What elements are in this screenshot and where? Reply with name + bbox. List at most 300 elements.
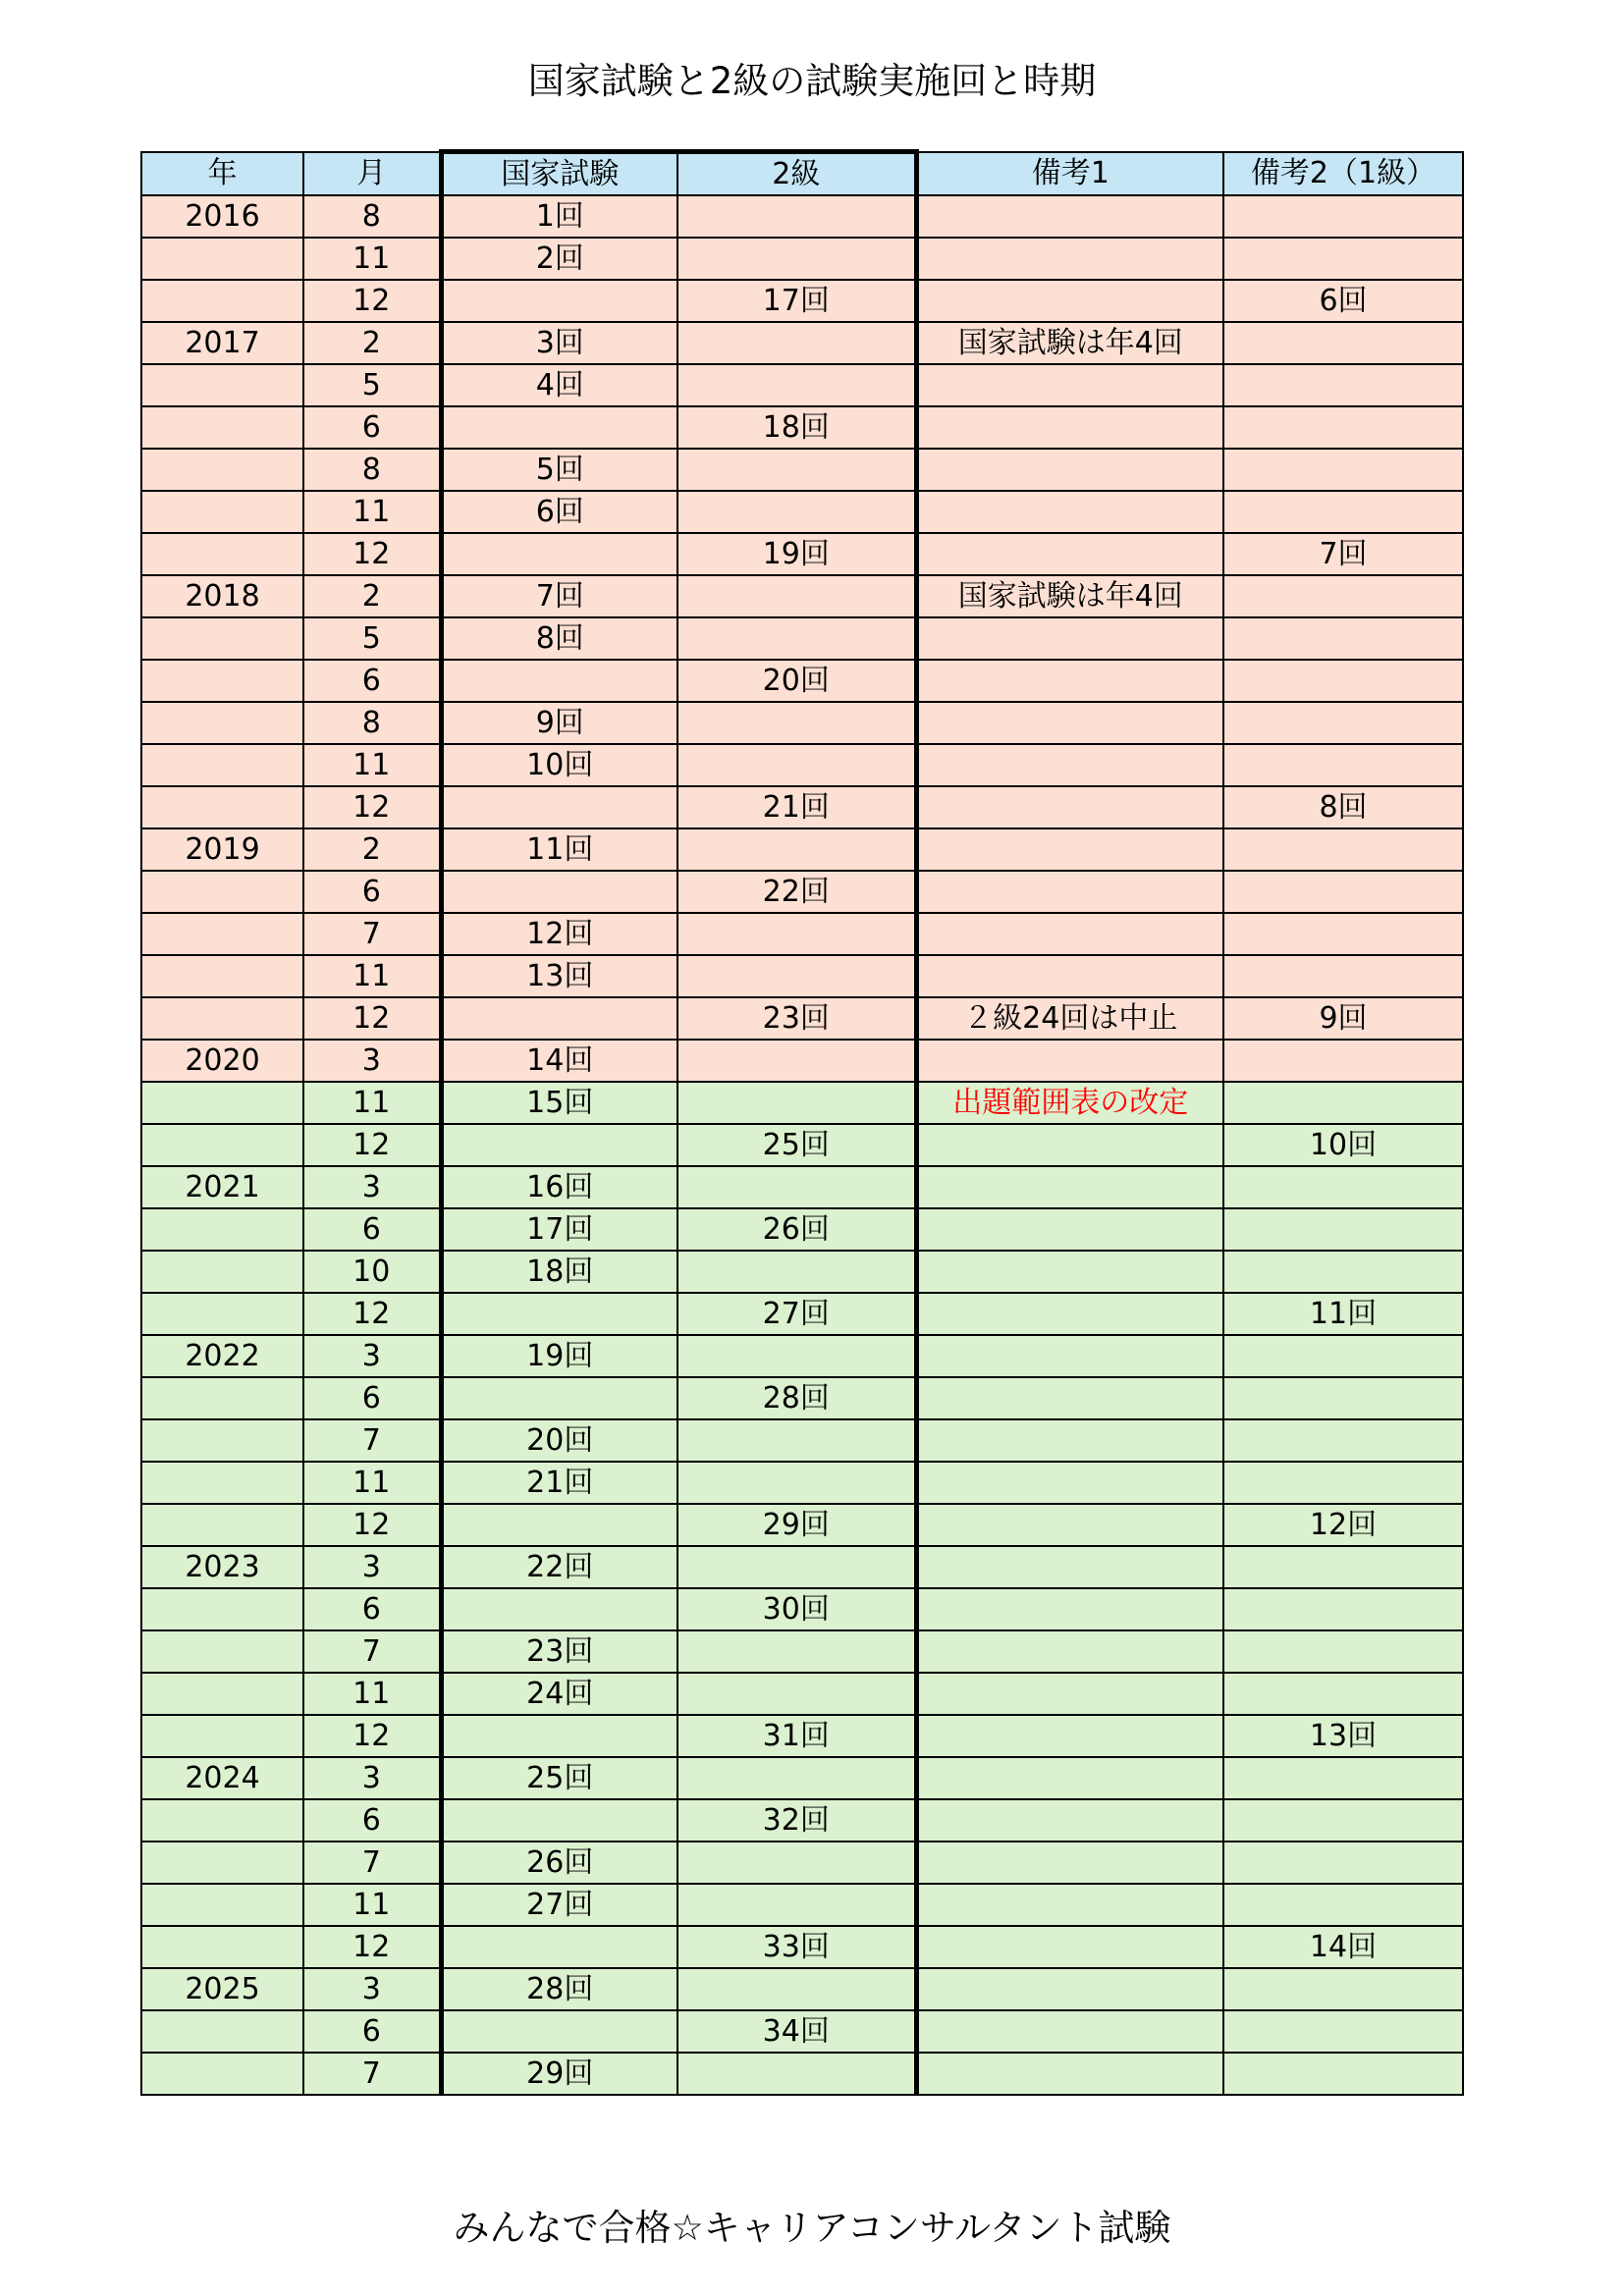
cell-note1: [916, 195, 1223, 238]
cell-grade2-exam: [677, 1040, 916, 1082]
cell-month: 12: [303, 997, 441, 1040]
cell-note1: [916, 1546, 1223, 1588]
cell-note2: 14回: [1223, 1926, 1463, 1968]
cell-year: [141, 280, 303, 322]
table-row: [141, 744, 1463, 786]
cell-national-exam: 21回: [441, 1462, 677, 1504]
cell-note2: [1223, 871, 1463, 913]
cell-note2: [1223, 1842, 1463, 1884]
cell-note2: 10回: [1223, 1124, 1463, 1166]
cell-month: 12: [303, 280, 441, 322]
table-row: [141, 617, 1463, 660]
cell-year: [141, 955, 303, 997]
cell-grade2-exam: [677, 449, 916, 491]
cell-national-exam: 20回: [441, 1419, 677, 1462]
cell-national-exam: [441, 786, 677, 828]
cell-note1: [916, 364, 1223, 406]
cell-note2: [1223, 1757, 1463, 1799]
cell-month: 7: [303, 2053, 441, 2095]
cell-note1: [916, 2010, 1223, 2053]
cell-national-exam: [441, 660, 677, 702]
cell-month: 6: [303, 1799, 441, 1842]
cell-year: [141, 871, 303, 913]
cell-month: 3: [303, 1040, 441, 1082]
cell-year: [141, 1799, 303, 1842]
table-row: [141, 533, 1463, 575]
cell-national-exam: 8回: [441, 617, 677, 660]
cell-national-exam: 23回: [441, 1630, 677, 1673]
cell-month: 3: [303, 1757, 441, 1799]
cell-national-exam: [441, 1377, 677, 1419]
table-row: [141, 1588, 1463, 1630]
cell-national-exam: [441, 1124, 677, 1166]
cell-year: [141, 1124, 303, 1166]
cell-note2: [1223, 1588, 1463, 1630]
cell-month: 12: [303, 1504, 441, 1546]
cell-national-exam: 11回: [441, 828, 677, 871]
cell-grade2-exam: [677, 238, 916, 280]
table-row: [141, 575, 1463, 617]
cell-month: 5: [303, 364, 441, 406]
table-row: [141, 1208, 1463, 1251]
cell-month: 2: [303, 322, 441, 364]
cell-note1: [916, 1377, 1223, 1419]
cell-year: [141, 997, 303, 1040]
cell-grade2-exam: [677, 1166, 916, 1208]
cell-year: 2018: [141, 575, 303, 617]
table-row: [141, 1124, 1463, 1166]
cell-note1: [916, 1842, 1223, 1884]
cell-year: [141, 1082, 303, 1124]
cell-national-exam: 5回: [441, 449, 677, 491]
cell-month: 11: [303, 1673, 441, 1715]
table-row: [141, 491, 1463, 533]
cell-month: 12: [303, 1124, 441, 1166]
cell-note2: 12回: [1223, 1504, 1463, 1546]
cell-national-exam: 15回: [441, 1082, 677, 1124]
cell-grade2-exam: 19回: [677, 533, 916, 575]
cell-grade2-exam: [677, 575, 916, 617]
cell-national-exam: [441, 1293, 677, 1335]
table-row: [141, 955, 1463, 997]
cell-note1: [916, 660, 1223, 702]
header-year: 年: [141, 152, 303, 196]
table-row: [141, 828, 1463, 871]
cell-note2: [1223, 702, 1463, 744]
cell-national-exam: [441, 997, 677, 1040]
cell-year: [141, 1504, 303, 1546]
cell-month: 6: [303, 2010, 441, 2053]
cell-grade2-exam: [677, 1968, 916, 2010]
cell-national-exam: 18回: [441, 1251, 677, 1293]
table-row: [141, 2010, 1463, 2053]
cell-national-exam: 10回: [441, 744, 677, 786]
cell-month: 3: [303, 1968, 441, 2010]
cell-month: 11: [303, 744, 441, 786]
cell-grade2-exam: 31回: [677, 1715, 916, 1757]
table-row: [141, 1504, 1463, 1546]
cell-national-exam: 9回: [441, 702, 677, 744]
cell-note2: 11回: [1223, 1293, 1463, 1335]
cell-year: [141, 406, 303, 449]
cell-national-exam: 3回: [441, 322, 677, 364]
cell-grade2-exam: [677, 1419, 916, 1462]
cell-year: 2020: [141, 1040, 303, 1082]
table-row: [141, 660, 1463, 702]
cell-national-exam: 22回: [441, 1546, 677, 1588]
cell-month: 3: [303, 1335, 441, 1377]
cell-note1: [916, 1715, 1223, 1757]
cell-note2: [1223, 1546, 1463, 1588]
cell-note2: [1223, 449, 1463, 491]
cell-note1: [916, 1251, 1223, 1293]
cell-note1: [916, 280, 1223, 322]
cell-national-exam: 19回: [441, 1335, 677, 1377]
cell-grade2-exam: 21回: [677, 786, 916, 828]
cell-note1: [916, 1166, 1223, 1208]
cell-note2: [1223, 1208, 1463, 1251]
page-footer: みんなで合格☆キャリアコンサルタント試験: [453, 2207, 1171, 2249]
cell-note2: 9回: [1223, 997, 1463, 1040]
cell-note2: [1223, 1884, 1463, 1926]
table-row: [141, 1251, 1463, 1293]
cell-note1: ２級24回は中止: [916, 997, 1223, 1040]
cell-note2: [1223, 2053, 1463, 2095]
cell-month: 10: [303, 1251, 441, 1293]
cell-grade2-exam: 29回: [677, 1504, 916, 1546]
cell-year: [141, 1926, 303, 1968]
cell-national-exam: 28回: [441, 1968, 677, 2010]
cell-year: [141, 786, 303, 828]
cell-grade2-exam: 26回: [677, 1208, 916, 1251]
cell-national-exam: [441, 1715, 677, 1757]
cell-note2: [1223, 1251, 1463, 1293]
cell-note1: [916, 1630, 1223, 1673]
cell-year: [141, 702, 303, 744]
cell-note2: [1223, 1799, 1463, 1842]
cell-note2: [1223, 1630, 1463, 1673]
cell-month: 8: [303, 195, 441, 238]
cell-note2: [1223, 1419, 1463, 1462]
table-row: [141, 702, 1463, 744]
cell-note2: 7回: [1223, 533, 1463, 575]
cell-grade2-exam: [677, 1462, 916, 1504]
cell-note1: [916, 1799, 1223, 1842]
cell-national-exam: 7回: [441, 575, 677, 617]
cell-note1: [916, 786, 1223, 828]
cell-note1: [916, 828, 1223, 871]
table-row: [141, 322, 1463, 364]
cell-month: 7: [303, 1630, 441, 1673]
cell-national-exam: 13回: [441, 955, 677, 997]
cell-year: 2023: [141, 1546, 303, 1588]
cell-national-exam: [441, 280, 677, 322]
cell-national-exam: 24回: [441, 1673, 677, 1715]
cell-grade2-exam: 33回: [677, 1926, 916, 1968]
cell-year: [141, 1377, 303, 1419]
cell-national-exam: [441, 1799, 677, 1842]
cell-year: [141, 1630, 303, 1673]
cell-note1: [916, 871, 1223, 913]
table-row: [141, 1715, 1463, 1757]
cell-grade2-exam: 27回: [677, 1293, 916, 1335]
cell-note2: [1223, 660, 1463, 702]
cell-month: 3: [303, 1166, 441, 1208]
cell-national-exam: 12回: [441, 913, 677, 955]
cell-national-exam: 17回: [441, 1208, 677, 1251]
cell-note2: [1223, 1166, 1463, 1208]
cell-note1: [916, 1293, 1223, 1335]
table-row: [141, 1419, 1463, 1462]
cell-note1: 国家試験は年4回: [916, 575, 1223, 617]
cell-year: [141, 744, 303, 786]
cell-month: 12: [303, 1926, 441, 1968]
cell-note2: [1223, 828, 1463, 871]
cell-national-exam: [441, 1588, 677, 1630]
cell-grade2-exam: [677, 322, 916, 364]
cell-note1: [916, 1588, 1223, 1630]
table-row: [141, 1377, 1463, 1419]
cell-note2: [1223, 1335, 1463, 1377]
cell-year: [141, 2010, 303, 2053]
cell-note2: [1223, 913, 1463, 955]
cell-grade2-exam: [677, 1335, 916, 1377]
cell-month: 6: [303, 660, 441, 702]
cell-grade2-exam: [677, 1251, 916, 1293]
cell-national-exam: 4回: [441, 364, 677, 406]
cell-note2: [1223, 1968, 1463, 2010]
cell-year: [141, 1419, 303, 1462]
cell-note2: [1223, 406, 1463, 449]
cell-month: 7: [303, 913, 441, 955]
cell-note2: [1223, 1462, 1463, 1504]
cell-grade2-exam: [677, 1673, 916, 1715]
cell-month: 6: [303, 406, 441, 449]
cell-year: [141, 238, 303, 280]
cell-month: 11: [303, 491, 441, 533]
exam-schedule-table: [140, 149, 1464, 2096]
cell-month: 7: [303, 1419, 441, 1462]
table-row: [141, 1884, 1463, 1926]
cell-month: 11: [303, 1462, 441, 1504]
cell-note1: [916, 1419, 1223, 1462]
table-row: [141, 871, 1463, 913]
table-row: [141, 280, 1463, 322]
table-row: [141, 1546, 1463, 1588]
cell-grade2-exam: [677, 1082, 916, 1124]
header-national-exam: 国家試験: [441, 152, 677, 196]
table-row: [141, 1926, 1463, 1968]
cell-national-exam: 29回: [441, 2053, 677, 2095]
table-row: [141, 1040, 1463, 1082]
cell-note1: [916, 1335, 1223, 1377]
cell-grade2-exam: 18回: [677, 406, 916, 449]
cell-year: 2019: [141, 828, 303, 871]
cell-grade2-exam: [677, 702, 916, 744]
cell-year: [141, 1293, 303, 1335]
cell-note1: [916, 449, 1223, 491]
cell-year: 2017: [141, 322, 303, 364]
cell-note1: [916, 238, 1223, 280]
table-header: [141, 152, 1463, 196]
cell-month: 11: [303, 1884, 441, 1926]
table-row: [141, 1757, 1463, 1799]
cell-month: 12: [303, 1293, 441, 1335]
cell-grade2-exam: [677, 1842, 916, 1884]
table-row: [141, 913, 1463, 955]
cell-month: 12: [303, 1715, 441, 1757]
cell-grade2-exam: [677, 364, 916, 406]
cell-note2: [1223, 1377, 1463, 1419]
cell-month: 6: [303, 1588, 441, 1630]
cell-grade2-exam: [677, 828, 916, 871]
cell-month: 8: [303, 702, 441, 744]
cell-note2: [1223, 238, 1463, 280]
cell-grade2-exam: 30回: [677, 1588, 916, 1630]
cell-national-exam: 26回: [441, 1842, 677, 1884]
cell-note1: [916, 533, 1223, 575]
cell-month: 7: [303, 1842, 441, 1884]
cell-national-exam: 25回: [441, 1757, 677, 1799]
cell-year: [141, 1842, 303, 1884]
cell-note2: [1223, 744, 1463, 786]
cell-year: [141, 364, 303, 406]
table-row: [141, 786, 1463, 828]
cell-grade2-exam: [677, 491, 916, 533]
cell-month: 2: [303, 575, 441, 617]
cell-grade2-exam: [677, 744, 916, 786]
cell-grade2-exam: 25回: [677, 1124, 916, 1166]
cell-year: [141, 1673, 303, 1715]
cell-month: 3: [303, 1546, 441, 1588]
cell-year: [141, 1588, 303, 1630]
header-row: [141, 152, 1463, 196]
cell-note1: [916, 744, 1223, 786]
cell-year: [141, 1462, 303, 1504]
cell-year: 2021: [141, 1166, 303, 1208]
cell-year: [141, 1251, 303, 1293]
cell-note1: [916, 491, 1223, 533]
cell-year: [141, 491, 303, 533]
table-row: [141, 238, 1463, 280]
cell-year: 2025: [141, 1968, 303, 2010]
cell-grade2-exam: [677, 955, 916, 997]
cell-month: 11: [303, 238, 441, 280]
table-row: [141, 449, 1463, 491]
cell-grade2-exam: [677, 1546, 916, 1588]
cell-national-exam: 27回: [441, 1884, 677, 1926]
cell-month: 6: [303, 1208, 441, 1251]
cell-grade2-exam: 32回: [677, 1799, 916, 1842]
cell-note1: [916, 1884, 1223, 1926]
cell-note2: [1223, 617, 1463, 660]
table-row: [141, 2053, 1463, 2095]
table-row: [141, 1166, 1463, 1208]
cell-note1: [916, 406, 1223, 449]
page-title: 国家試験と2級の試験実施回と時期: [527, 60, 1097, 102]
cell-national-exam: [441, 1926, 677, 1968]
cell-month: 11: [303, 955, 441, 997]
table-row: [141, 1673, 1463, 1715]
cell-month: 8: [303, 449, 441, 491]
cell-note2: [1223, 575, 1463, 617]
cell-note1: [916, 702, 1223, 744]
cell-grade2-exam: [677, 913, 916, 955]
cell-year: [141, 660, 303, 702]
cell-national-exam: [441, 533, 677, 575]
cell-note2: [1223, 1040, 1463, 1082]
cell-grade2-exam: 34回: [677, 2010, 916, 2053]
cell-grade2-exam: [677, 1757, 916, 1799]
cell-year: [141, 1208, 303, 1251]
cell-note1: [916, 2053, 1223, 2095]
cell-grade2-exam: [677, 617, 916, 660]
cell-year: 2024: [141, 1757, 303, 1799]
cell-year: [141, 1715, 303, 1757]
table-row: [141, 997, 1463, 1040]
cell-month: 11: [303, 1082, 441, 1124]
cell-note2: [1223, 1082, 1463, 1124]
cell-note1: [916, 1462, 1223, 1504]
header-month: 月: [303, 152, 441, 196]
cell-note2: [1223, 1673, 1463, 1715]
cell-note2: 13回: [1223, 1715, 1463, 1757]
cell-national-exam: [441, 871, 677, 913]
cell-grade2-exam: [677, 195, 916, 238]
table-row: [141, 1462, 1463, 1504]
cell-note1: [916, 955, 1223, 997]
cell-month: 6: [303, 871, 441, 913]
cell-note1: [916, 1757, 1223, 1799]
cell-grade2-exam: [677, 2053, 916, 2095]
cell-note1: [916, 617, 1223, 660]
table-row: [141, 1082, 1463, 1124]
cell-national-exam: 14回: [441, 1040, 677, 1082]
cell-grade2-exam: 20回: [677, 660, 916, 702]
cell-month: 12: [303, 786, 441, 828]
table-row: [141, 364, 1463, 406]
cell-national-exam: 6回: [441, 491, 677, 533]
cell-national-exam: [441, 2010, 677, 2053]
cell-note1: [916, 1040, 1223, 1082]
cell-note2: [1223, 2010, 1463, 2053]
cell-month: 2: [303, 828, 441, 871]
cell-note2: [1223, 955, 1463, 997]
cell-year: [141, 2053, 303, 2095]
table-row: [141, 1842, 1463, 1884]
cell-note1: [916, 1504, 1223, 1546]
cell-year: 2022: [141, 1335, 303, 1377]
cell-grade2-exam: [677, 1884, 916, 1926]
cell-month: 5: [303, 617, 441, 660]
cell-national-exam: 1回: [441, 195, 677, 238]
cell-note2: [1223, 322, 1463, 364]
table-row: [141, 1293, 1463, 1335]
table-row: [141, 406, 1463, 449]
cell-note2: 8回: [1223, 786, 1463, 828]
table-row: [141, 1799, 1463, 1842]
cell-grade2-exam: 28回: [677, 1377, 916, 1419]
table-row: [141, 1968, 1463, 2010]
cell-national-exam: [441, 1504, 677, 1546]
cell-note1: [916, 1968, 1223, 2010]
cell-grade2-exam: [677, 1630, 916, 1673]
cell-year: 2016: [141, 195, 303, 238]
cell-national-exam: 16回: [441, 1166, 677, 1208]
table-row: [141, 195, 1463, 238]
cell-note1: 出題範囲表の改定: [916, 1082, 1223, 1124]
header-grade2-exam: 2級: [677, 152, 916, 196]
